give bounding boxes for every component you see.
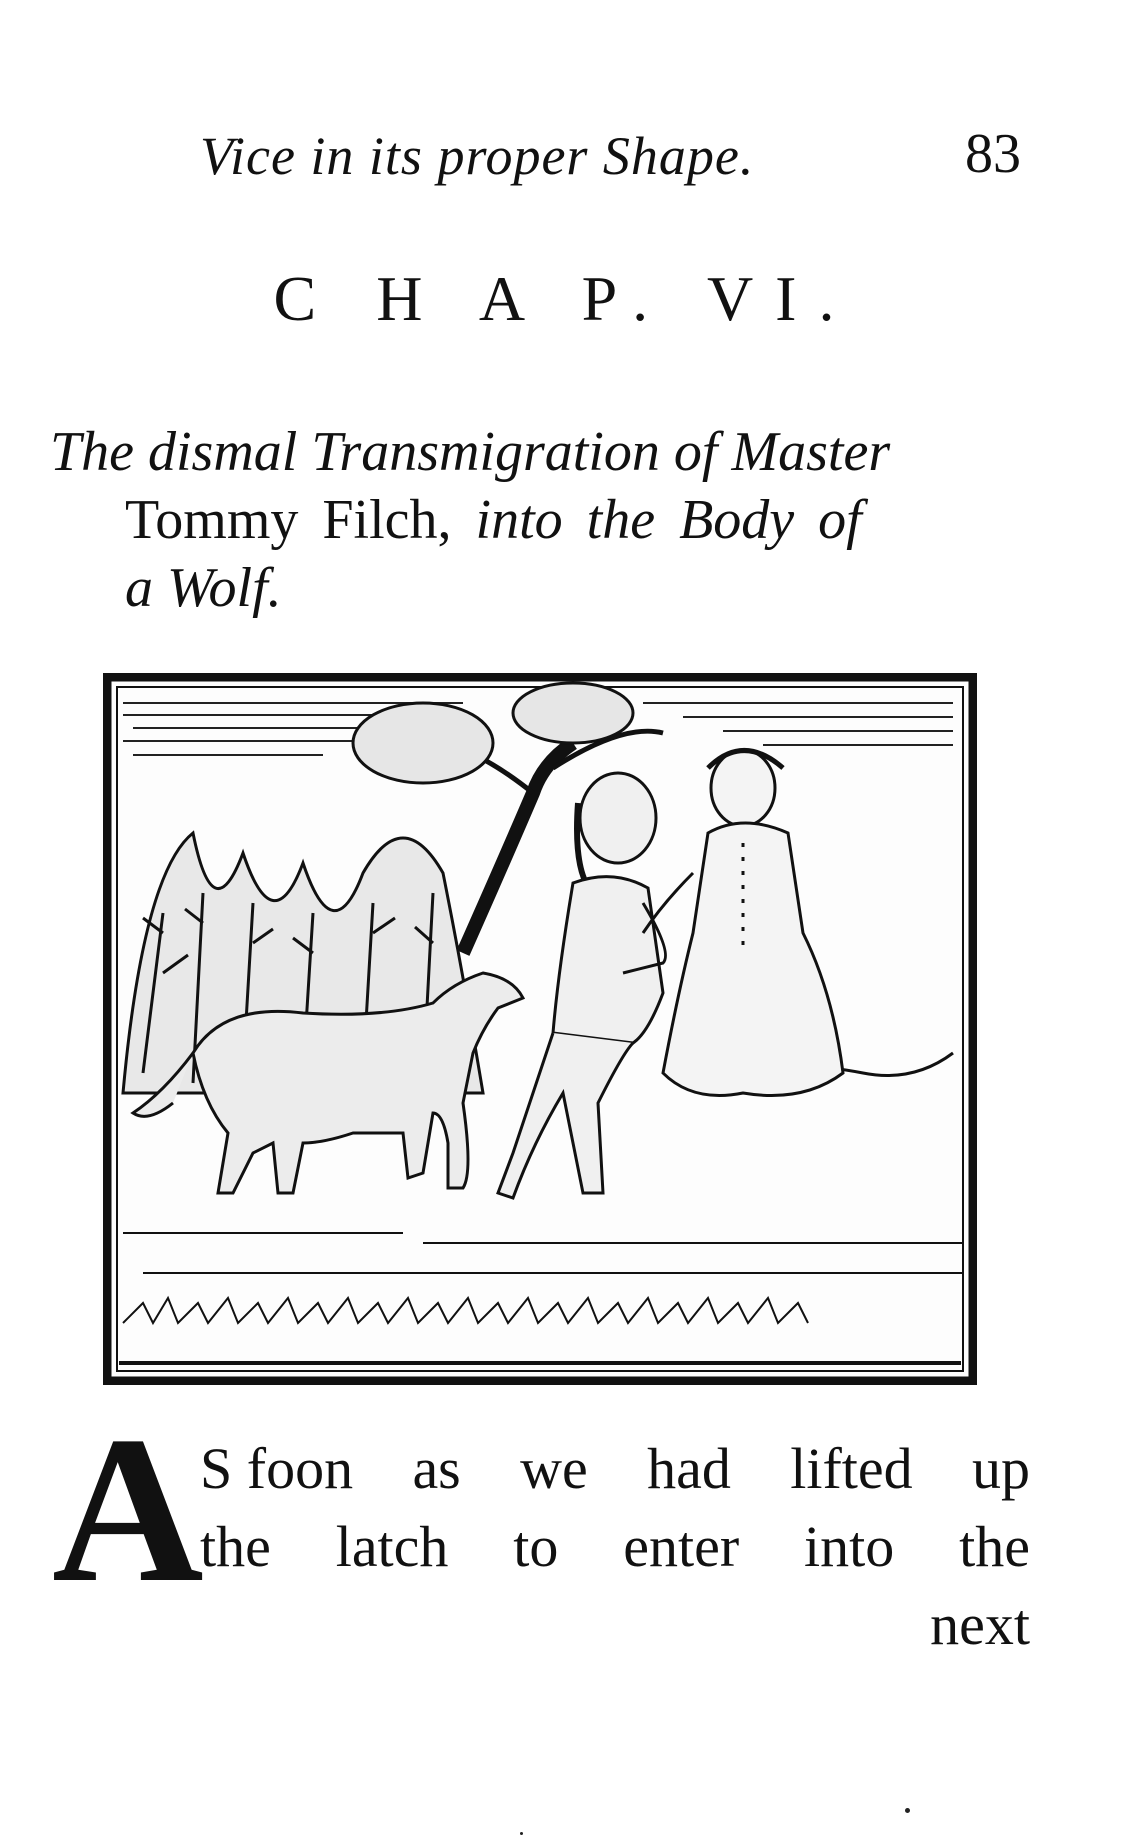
- word: the: [200, 1514, 271, 1579]
- body-line-1: [200, 1430, 1030, 1508]
- word: lifted: [790, 1436, 913, 1501]
- word: the: [959, 1514, 1030, 1579]
- chapter-title: [50, 418, 1050, 622]
- title-name: Tommy Filch,: [125, 489, 452, 551]
- word: we: [520, 1436, 588, 1501]
- title-phrase: into the Body of: [475, 489, 862, 551]
- woodcut-illustration: [103, 673, 977, 1385]
- catchword: next: [930, 1592, 1030, 1657]
- page-number: 83: [965, 123, 1021, 185]
- word: latch: [335, 1514, 449, 1579]
- chapter-title-line-2: [50, 486, 1050, 554]
- chapter-heading: C H A P. VI.: [273, 263, 857, 334]
- drop-cap: A: [52, 1394, 204, 1626]
- chapter-title-line-1: The dismal Transmigration of Master: [50, 421, 891, 483]
- chapter-title-line-3: a Wolf.: [125, 557, 282, 619]
- word: into: [804, 1514, 895, 1579]
- word: had: [647, 1436, 731, 1501]
- word: S foon: [200, 1436, 354, 1501]
- body-line-2: [200, 1508, 1030, 1586]
- word: as: [412, 1436, 461, 1501]
- running-head: Vice in its proper Shape.: [200, 126, 755, 186]
- word: to: [513, 1514, 559, 1579]
- ink-speck: [905, 1808, 910, 1813]
- word: enter: [623, 1514, 740, 1579]
- body-text: [200, 1430, 1030, 1664]
- ink-speck: [520, 1832, 523, 1835]
- word: up: [972, 1436, 1030, 1501]
